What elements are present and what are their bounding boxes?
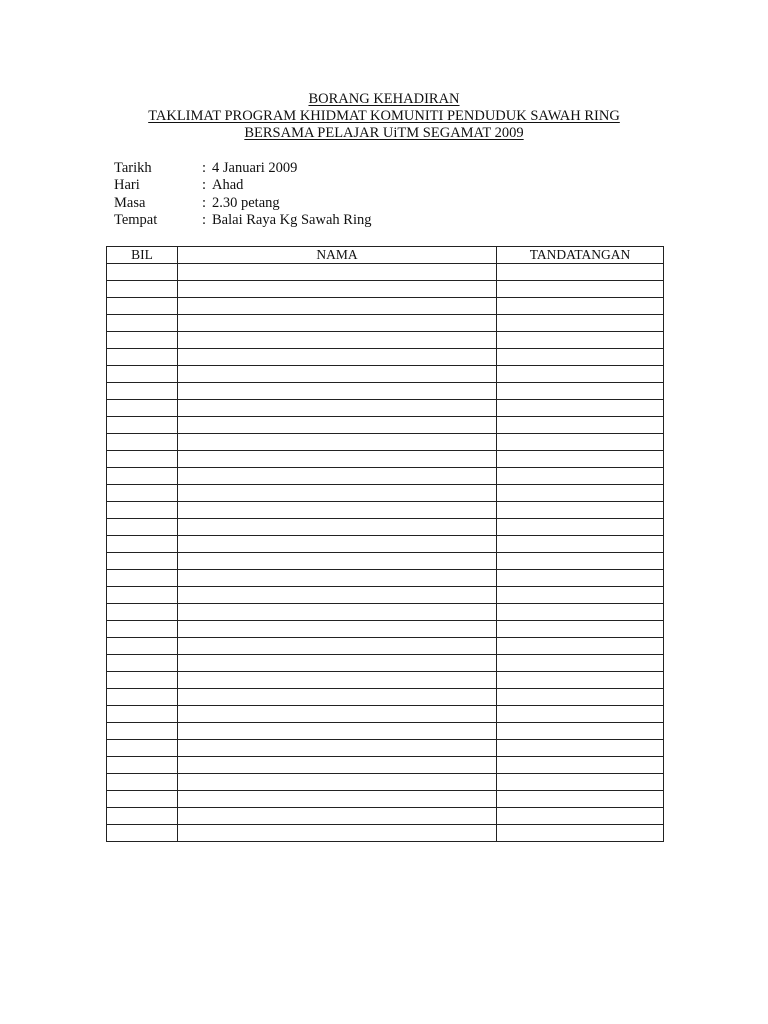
table-row [107,400,664,417]
bil-cell [107,570,178,587]
tandatangan-cell [497,825,664,842]
nama-cell [178,825,497,842]
nama-cell [178,519,497,536]
event-title-line-1-text: TAKLIMAT PROGRAM KHIDMAT KOMUNITI PENDUDUK SAWAH RING [148,108,620,124]
nama-cell [178,706,497,723]
nama-cell [178,689,497,706]
bil-cell [107,315,178,332]
nama-cell [178,774,497,791]
tandatangan-cell [497,672,664,689]
bil-cell [107,332,178,349]
bil-cell [107,349,178,366]
table-row [107,604,664,621]
tandatangan-cell [497,519,664,536]
nama-cell [178,655,497,672]
table-row [107,264,664,281]
table-row [107,417,664,434]
tandatangan-cell [497,689,664,706]
bil-cell [107,553,178,570]
bil-cell [107,451,178,468]
tandatangan-cell [497,723,664,740]
table-row [107,808,664,825]
bil-cell [107,723,178,740]
tandatangan-cell [497,315,664,332]
nama-cell [178,383,497,400]
nama-cell [178,400,497,417]
tandatangan-cell [497,587,664,604]
tandatangan-cell [497,604,664,621]
detail-label: Tempat [114,211,158,228]
detail-separator: : [202,160,207,176]
detail-row-date [114,160,371,177]
table-row [107,468,664,485]
tandatangan-cell [497,468,664,485]
detail-label: Masa [114,194,146,211]
table-header-row [107,247,664,264]
tandatangan-cell [497,417,664,434]
event-title-line-2 [0,125,768,142]
nama-cell [178,315,497,332]
tandatangan-cell [497,349,664,366]
tandatangan-cell [497,757,664,774]
table-row [107,349,664,366]
nama-cell [178,502,497,519]
nama-cell [178,587,497,604]
detail-separator: : [202,211,207,228]
bil-cell [107,791,178,808]
detail-row-day [114,177,371,194]
nama-cell [178,621,497,638]
bil-cell [107,298,178,315]
nama-cell [178,349,497,366]
detail-row-venue [114,212,371,229]
event-title-line-2-text: BERSAMA PELAJAR UiTM SEGAMAT 2009 [244,125,524,141]
nama-cell [178,417,497,434]
tandatangan-cell [497,536,664,553]
nama-cell [178,570,497,587]
nama-cell [178,536,497,553]
nama-cell [178,638,497,655]
bil-cell [107,774,178,791]
table-row [107,281,664,298]
bil-cell [107,706,178,723]
detail-separator: : [202,194,207,211]
tandatangan-cell [497,383,664,400]
bil-cell [107,400,178,417]
tandatangan-cell [497,502,664,519]
bil-cell [107,808,178,825]
nama-cell [178,740,497,757]
tandatangan-cell [497,281,664,298]
tandatangan-cell [497,655,664,672]
table-row [107,740,664,757]
bil-cell [107,485,178,502]
bil-cell [107,366,178,383]
bil-cell [107,621,178,638]
bil-cell [107,672,178,689]
table-row [107,553,664,570]
tandatangan-cell [497,791,664,808]
table-row [107,383,664,400]
table-row [107,774,664,791]
tandatangan-cell [497,451,664,468]
table-row [107,298,664,315]
table-row [107,451,664,468]
bil-cell [107,536,178,553]
bil-cell [107,757,178,774]
bil-cell [107,502,178,519]
detail-label: Tarikh [114,160,152,176]
nama-cell [178,298,497,315]
bil-cell [107,604,178,621]
table-row [107,655,664,672]
bil-cell [107,519,178,536]
nama-cell [178,281,497,298]
tandatangan-cell [497,774,664,791]
attendance-table [106,246,664,842]
nama-cell [178,791,497,808]
tandatangan-cell [497,400,664,417]
detail-separator: : [202,177,207,194]
tandatangan-cell [497,332,664,349]
tandatangan-cell [497,553,664,570]
table-row [107,366,664,383]
form-title [0,91,768,108]
table-row [107,536,664,553]
detail-value: Balai Raya Kg Sawah Ring [212,211,372,228]
table-row [107,706,664,723]
table-row [107,757,664,774]
bil-cell [107,281,178,298]
nama-cell [178,723,497,740]
tandatangan-cell [497,706,664,723]
table-row [107,519,664,536]
tandatangan-cell [497,264,664,281]
nama-cell [178,468,497,485]
tandatangan-cell [497,740,664,757]
tandatangan-cell [497,366,664,383]
tandatangan-cell [497,434,664,451]
bil-cell [107,264,178,281]
bil-cell [107,655,178,672]
nama-cell [178,451,497,468]
tandatangan-cell [497,570,664,587]
table-row [107,621,664,638]
tandatangan-cell [497,621,664,638]
bil-cell [107,468,178,485]
bil-cell [107,638,178,655]
bil-cell [107,825,178,842]
table-row [107,689,664,706]
table-row [107,570,664,587]
table-row [107,638,664,655]
nama-cell [178,553,497,570]
tandatangan-cell [497,485,664,502]
tandatangan-cell [497,808,664,825]
table-row [107,791,664,808]
detail-value: 4 Januari 2009 [212,160,298,176]
nama-cell [178,757,497,774]
event-details [114,160,371,229]
nama-cell [178,672,497,689]
table-row [107,587,664,604]
table-row [107,502,664,519]
tandatangan-cell [497,298,664,315]
table-row [107,825,664,842]
nama-cell [178,808,497,825]
nama-cell [178,332,497,349]
nama-cell [178,485,497,502]
bil-cell [107,417,178,434]
table-row [107,434,664,451]
column-header-bil: BIL [107,247,178,264]
column-header-tandatangan: TANDATANGAN [497,247,664,264]
detail-label: Hari [114,177,140,194]
bil-cell [107,740,178,757]
detail-value: Ahad [212,177,244,194]
bil-cell [107,587,178,604]
table-row [107,315,664,332]
nama-cell [178,366,497,383]
bil-cell [107,689,178,706]
nama-cell [178,434,497,451]
table-row [107,332,664,349]
event-title-line-1 [0,108,768,125]
table-row [107,485,664,502]
tandatangan-cell [497,638,664,655]
bil-cell [107,383,178,400]
nama-cell [178,604,497,621]
table-row [107,672,664,689]
form-title-text: BORANG KEHADIRAN [308,91,460,107]
bil-cell [107,434,178,451]
table-row [107,723,664,740]
detail-row-time [114,195,371,212]
column-header-nama: NAMA [178,247,497,264]
nama-cell [178,264,497,281]
detail-value: 2.30 petang [212,194,280,211]
attendance-rows [107,264,664,842]
